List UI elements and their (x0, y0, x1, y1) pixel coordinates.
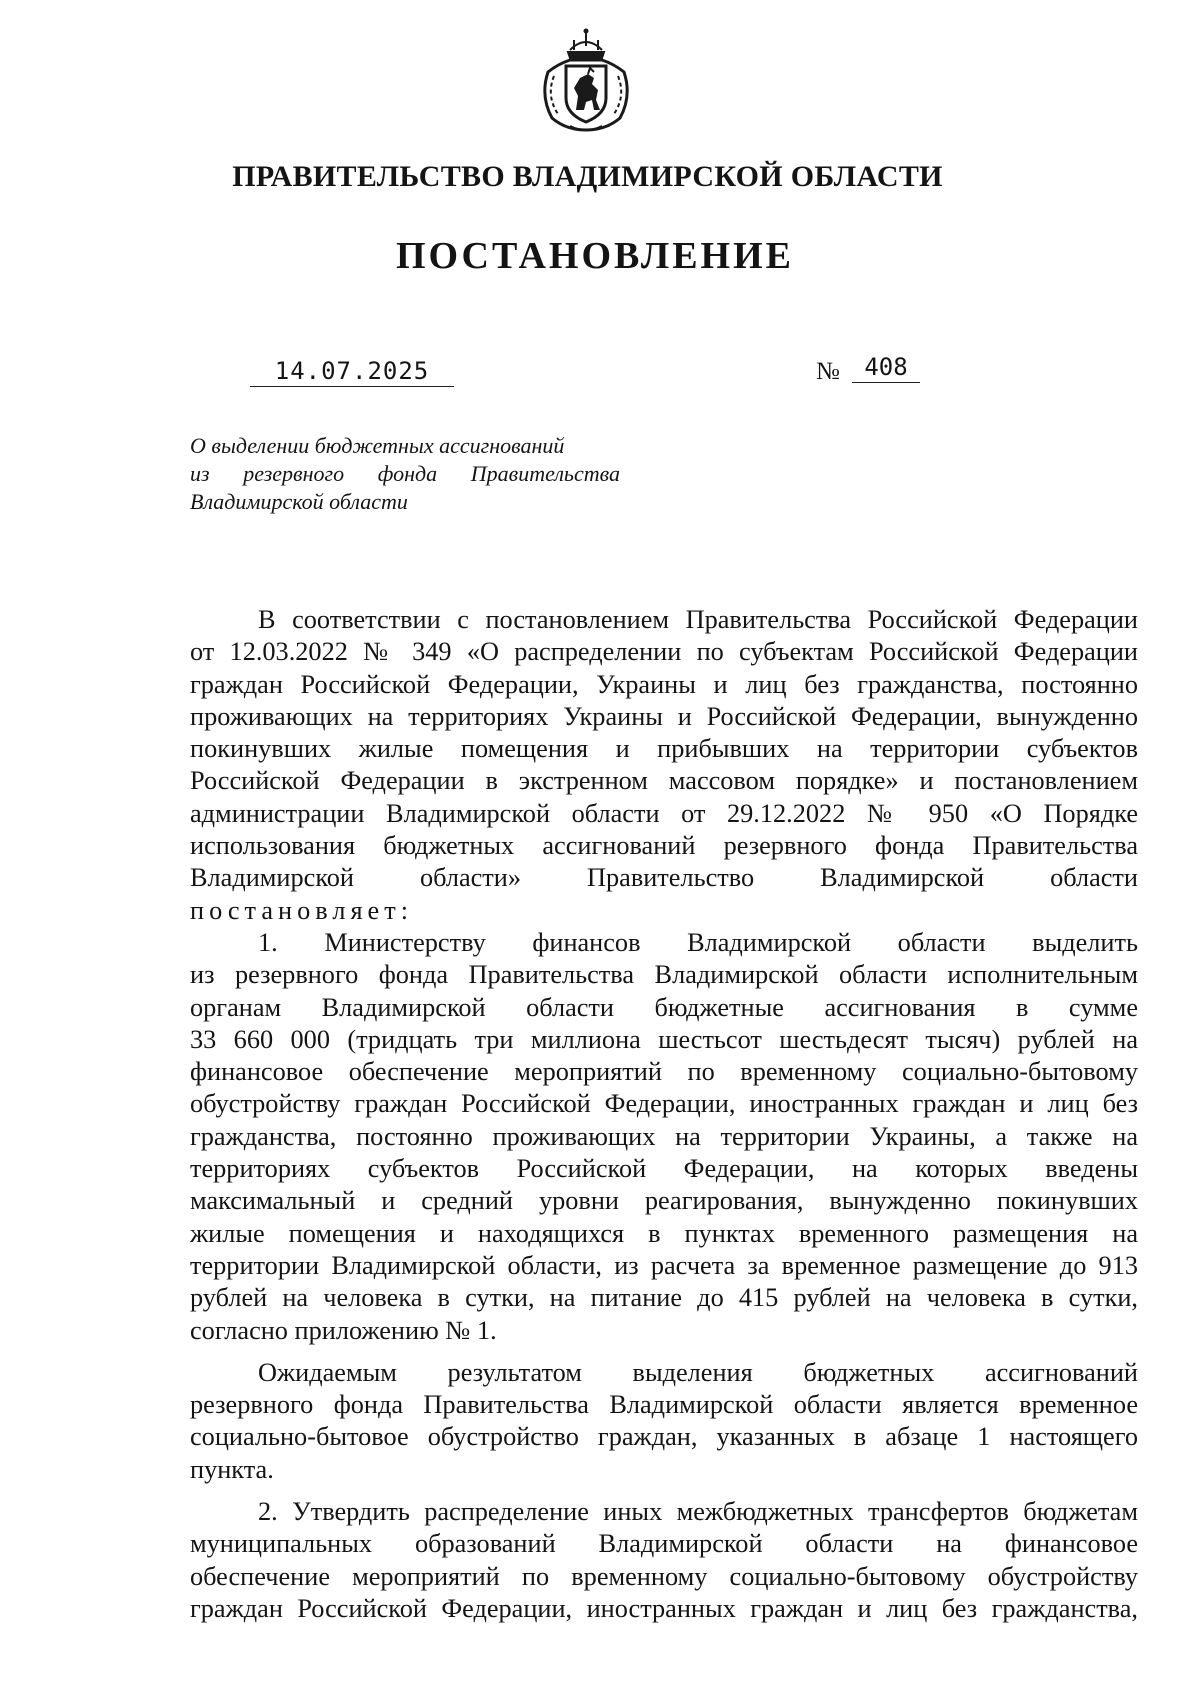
text-line: 2. Утвердить распределение иных межбюджетных трансфертов бюджетам (258, 1497, 1138, 1527)
date-field (250, 356, 454, 387)
text-line: территории Владимирской области, из расчета за временное размещение до 913 (190, 1250, 1138, 1280)
document-type-heading: ПОСТАНОВЛЕНИЕ (395, 235, 795, 277)
text-line: 1. Министерству финансов Владимирской области выделить (258, 927, 1138, 957)
text-line: Российской Федерации в экстренном массовом порядке» и постановлением (190, 766, 1138, 796)
item-2-paragraph (190, 1496, 1138, 1625)
result-paragraph (190, 1357, 1138, 1486)
text-line: муниципальных образований Владимирской области на финансовое (190, 1529, 1138, 1559)
text-line: В соответствии с постановлением Правительства Российской Федерации (258, 605, 1138, 634)
text-line: проживающих на территориях Украины и Российской Федерации, вынужденно (190, 701, 1138, 731)
text-line: обеспечение мероприятий по временному социально-бытовому обустройству (190, 1561, 1138, 1591)
document-body (190, 604, 1138, 1625)
text-line: финансовое обеспечение мероприятий по временному социально-бытовому (190, 1057, 1138, 1087)
text-line: резервного фонда Правительства Владимирской области является временное (190, 1390, 1138, 1420)
text-line: согласно приложению № 1. (190, 1315, 497, 1345)
authority-heading: ПРАВИТЕЛЬСТВО ВЛАДИМИРСКОЙ ОБЛАСТИ (232, 160, 943, 193)
text-line: социально-бытовое обустройство граждан, указанных в абзаце 1 настоящего (190, 1422, 1138, 1452)
text-line: использования бюджетных ассигнований резервного фонда Правительства (190, 831, 1138, 861)
document-number: 408 (864, 353, 908, 381)
subject-line: Владимирской области (190, 489, 408, 514)
text-line: Ожидаемым результатом выделения бюджетных ассигнований (258, 1357, 1138, 1387)
text-line: максимальный и средний уровни реагирования, вынужденно покинувших (190, 1186, 1138, 1216)
text-line: обустройству граждан Российской Федерации, иностранных граждан и лиц без (190, 1089, 1138, 1119)
text-line: пункта. (190, 1454, 274, 1484)
text-line: Владимирской области» Правительство Владимирской области (190, 863, 1138, 893)
text-line: покинувших жилые помещения и прибывших на территории субъектов (190, 734, 1138, 764)
text-line: территориях субъектов Российской Федерации, на которых введены (190, 1154, 1138, 1184)
text-line: 33 660 000 (тридцать три миллиона шестьсот шестьдесят тысяч) рублей на (190, 1024, 1138, 1054)
preamble-paragraph (190, 604, 1138, 927)
text-line: постановляет: (190, 895, 414, 925)
text-line: администрации Владимирской области от 29.12.2022 № 950 «О Порядке (190, 798, 1138, 828)
text-line: от 12.03.2022 № 349 «О распределении по субъектам Российской Федерации (190, 637, 1138, 667)
text-line: жилые помещения и находящихся в пунктах временного размещения на (190, 1218, 1138, 1248)
document-date: 14.07.2025 (274, 357, 430, 385)
text-line: рублей на человека в сутки, на питание до 415 рублей на человека в сутки, (190, 1283, 1138, 1313)
text-line: гражданства, постоянно проживающих на территории Украины, а также на (190, 1121, 1138, 1151)
document-subject (190, 432, 620, 516)
coat-of-arms-icon (530, 26, 642, 134)
text-line: органам Владимирской области бюджетные ассигнования в сумме (190, 992, 1138, 1022)
number-label: № (816, 358, 840, 385)
subject-line: из резервного фонда Правительства (190, 461, 620, 486)
text-line: граждан Российской Федерации, иностранных граждан и лиц без гражданства, (190, 1593, 1138, 1623)
subject-line: О выделении бюджетных ассигнований (190, 433, 565, 458)
text-line: из резервного фонда Правительства Владимирской области исполнительным (190, 960, 1138, 990)
text-line: граждан Российской Федерации, Украины и лиц без гражданства, постоянно (190, 669, 1138, 699)
item-1-paragraph (190, 927, 1138, 1347)
number-field (852, 352, 920, 383)
